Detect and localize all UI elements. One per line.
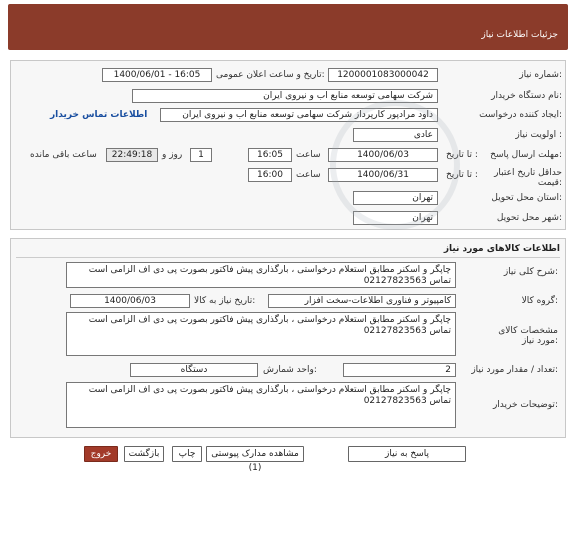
validity-date-field: 1400/06/31 <box>328 168 438 182</box>
validity-label: حداقل تاریخ اعتبار قیمت: <box>494 168 562 188</box>
need-number-field: 1200001083000042 <box>328 68 438 82</box>
group-field: کامپیوتر و فناوری اطلاعات-سخت افزار <box>268 294 456 308</box>
goods-divider <box>16 257 560 258</box>
announce-field: 1400/06/01 - 16:05 <box>102 68 212 82</box>
remaining-time-field: 22:49:18 <box>106 148 158 162</box>
priority-field: عادی <box>353 128 438 142</box>
buyer-desc-label: توضیحات خریدار: <box>492 400 558 410</box>
summary-label: شرح کلی نیاز: <box>503 267 558 277</box>
spec-label: مشخصات کالای مورد نیاز: <box>498 326 558 346</box>
exit-button[interactable]: خروج <box>84 446 118 462</box>
deadline-label: مهلت ارسال پاسخ: <box>490 150 562 160</box>
group-label: گروه کالا: <box>521 296 558 306</box>
city-label: شهر محل تحویل: <box>496 213 562 223</box>
province-label: استان محل تحویل: <box>491 193 562 203</box>
buyer-org-field: شرکت سهامی توسعه منابع اب و نیروی ایران <box>132 89 438 103</box>
announce-label: تاریخ و ساعت اعلان عمومی: <box>216 70 325 80</box>
unit-label: واحد شمارش: <box>263 365 317 375</box>
deadline-to-date-label: تا تاریخ : <box>446 150 478 160</box>
need-date-label: تاریخ نیاز به کالا: <box>194 296 256 306</box>
back-button[interactable]: بازگشت <box>124 446 164 462</box>
priority-label: اولویت نیاز : <box>515 130 562 140</box>
validity-time-field: 16:00 <box>248 168 292 182</box>
deadline-time-label: ساعت <box>296 150 321 160</box>
page-header <box>8 4 568 50</box>
remaining-days-label: روز و <box>162 150 183 160</box>
remaining-days-field: 1 <box>190 148 212 162</box>
creator-field: داود مرادپور کارپرداز شرکت سهامی توسعه منابع اب و نیروی ایران <box>160 108 438 122</box>
buyer-org-label: نام دستگاه خریدار: <box>491 91 562 101</box>
remaining-time-label: ساعت باقی مانده <box>30 150 97 160</box>
validity-to-date-label: تا تاریخ : <box>446 170 478 180</box>
province-field: تهران <box>353 191 438 205</box>
qty-label: تعداد / مقدار مورد نیاز: <box>471 365 558 375</box>
need-info-panel <box>10 60 566 230</box>
deadline-date-field: 1400/06/03 <box>328 148 438 162</box>
qty-field: 2 <box>343 363 456 377</box>
buyer-contact-link[interactable]: اطلاعات تماس خریدار <box>50 110 148 120</box>
creator-label: ایجاد کننده درخواست: <box>479 110 562 120</box>
reply-button[interactable]: پاسخ به نیاز <box>348 446 466 462</box>
print-button[interactable]: چاپ <box>172 446 202 462</box>
summary-field: چاپگر و اسکنر مطابق استعلام درخواستی ، بارگذاری پیش فاکتور بصورت پی دی اف الزامی است تماس 02127823563 <box>66 262 456 288</box>
deadline-time-field: 16:05 <box>248 148 292 162</box>
page-title: جزئیات اطلاعات نیاز <box>481 30 558 40</box>
need-number-label: شماره نیاز: <box>519 70 562 80</box>
buyer-desc-field: چاپگر و اسکنر مطابق استعلام درخواستی ، بارگذاری پیش فاکتور بصورت پی دی اف الزامی است تماس 02127823563 <box>66 382 456 428</box>
validity-time-label: ساعت <box>296 170 321 180</box>
spec-field: چاپگر و اسکنر مطابق استعلام درخواستی ، بارگذاری پیش فاکتور بصورت پی دی اف الزامی است تماس 02127823563 <box>66 312 456 356</box>
need-date-field: 1400/06/03 <box>70 294 190 308</box>
unit-field: دستگاه <box>130 363 258 377</box>
goods-section-title: اطلاعات کالاهای مورد نیاز <box>443 244 560 254</box>
city-field: تهران <box>353 211 438 225</box>
attachments-button[interactable]: مشاهده مدارک پیوستی (1) <box>206 446 304 462</box>
